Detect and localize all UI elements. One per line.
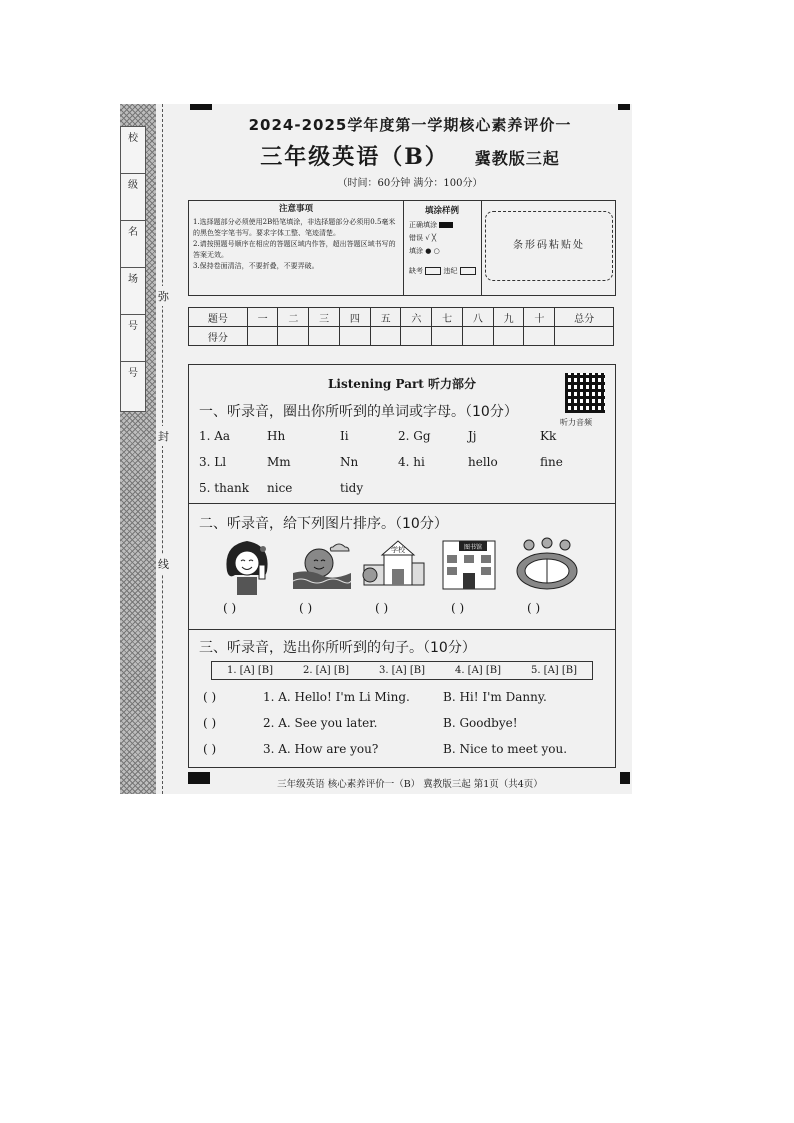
order-answer-blank[interactable]: ( ) <box>375 601 389 615</box>
listening-part <box>188 364 616 768</box>
qr-caption: 听力音频 <box>560 418 592 427</box>
seal-word: 弥 <box>158 286 169 306</box>
fill-sample-section <box>403 201 482 295</box>
notice-item: 1.选择题部分必须使用2B铅笔填涂，非选择题部分必须用0.5毫米的黑色签字笔书写。要求字体工整、笔迹清楚。 <box>193 218 396 237</box>
notice-item: 2.请按照题号顺序在相应的答题区域内作答，超出答题区域书写的答案无效。 <box>193 240 396 259</box>
registration-mark <box>618 104 630 110</box>
word-option: 2. Gg <box>398 429 431 443</box>
word-option: Hh <box>267 429 286 443</box>
score-table <box>188 307 614 346</box>
subject-title: 三年级英语（B） <box>260 144 449 170</box>
answer-bubble-bar <box>211 661 593 680</box>
word-option: 5. thank <box>199 481 249 495</box>
exam-series-title: 2024-2025学年度第一学期核心素养评价一 <box>248 116 572 134</box>
sports-field-icon <box>515 535 579 597</box>
option-a: 3. A. How are you? <box>263 742 379 756</box>
page-footer: 三年级英语 核心素养评价一（B） 冀教版三起 第1页（共4页） <box>277 779 543 790</box>
svg-text:图书馆: 图书馆 <box>463 544 483 551</box>
fill-sample-title: 填涂样例 <box>424 206 459 216</box>
answer-blank[interactable]: ( ) <box>203 742 217 756</box>
registration-mark <box>190 104 212 110</box>
order-answer-blank[interactable]: ( ) <box>451 601 465 615</box>
option-a: 1. A. Hello! I'm Li Ming. <box>263 690 410 704</box>
notice-section <box>189 201 404 295</box>
word-option: 4. hi <box>398 455 425 469</box>
section3-title: 三、听录音，选出你所听到的句子。（10分） <box>199 640 476 656</box>
notice-item: 3.保持卷面清洁，不要折叠，不要弄破。 <box>193 262 319 270</box>
answer-bubble[interactable]: 4. [A] [B] <box>454 665 502 676</box>
answer-bubble[interactable]: 3. [A] [B] <box>378 665 426 676</box>
answer-blank[interactable]: ( ) <box>203 716 217 730</box>
absent-box[interactable] <box>425 267 441 275</box>
notice-title: 注意事项 <box>278 204 313 214</box>
girl-waving-icon <box>215 535 279 597</box>
notice-box <box>188 200 616 296</box>
time-info: （时间：60分钟 满分：100分） <box>337 178 483 189</box>
binding-margin <box>120 104 156 794</box>
word-option: 3. Ll <box>199 455 227 469</box>
scanned-exam-page <box>120 104 632 794</box>
absent-row: 缺考 违纪 <box>409 266 475 276</box>
score-value-row: 得分 <box>189 327 614 346</box>
option-b: B. Goodbye! <box>443 716 518 730</box>
word-option: tidy <box>340 481 364 495</box>
filled-box-icon <box>439 222 453 228</box>
barcode-area: 条形码粘贴处 <box>485 211 613 281</box>
word-option: nice <box>267 481 293 495</box>
word-option: Nn <box>340 455 359 469</box>
answer-bubble[interactable]: 1. [A] [B] <box>226 665 274 676</box>
order-answer-blank[interactable]: ( ) <box>527 601 541 615</box>
word-option: hello <box>468 455 498 469</box>
option-b: B. Hi! I'm Danny. <box>443 690 547 704</box>
word-option: Ii <box>340 429 349 443</box>
word-option: Mm <box>267 455 291 469</box>
violation-box[interactable] <box>460 267 476 275</box>
wrong-fill-row: 填涂 ● ○ <box>409 247 440 255</box>
seal-word: 封 <box>158 426 169 446</box>
answer-bubble[interactable]: 5. [A] [B] <box>530 665 578 676</box>
strip-cell: 校 <box>121 127 145 174</box>
school-building-icon <box>362 535 426 597</box>
answer-blank[interactable]: ( ) <box>203 690 217 704</box>
section-divider <box>189 629 615 630</box>
seal-word: 线 <box>158 554 169 574</box>
part-title: Listening Part 听力部分 <box>327 377 477 391</box>
strip-cell: 场 <box>121 268 145 315</box>
section-divider <box>189 503 615 504</box>
exam-title <box>190 140 630 171</box>
sun-rising-icon <box>289 535 353 597</box>
section2-title: 二、听录音，给下列图片排序。（10分） <box>199 516 448 532</box>
word-option: 1. Aa <box>199 429 231 443</box>
library-building-icon <box>437 535 501 597</box>
word-option: fine <box>540 455 563 469</box>
order-answer-blank[interactable]: ( ) <box>299 601 313 615</box>
option-a: 2. A. See you later. <box>263 716 378 730</box>
answer-bubble[interactable]: 2. [A] [B] <box>302 665 350 676</box>
student-info-strip <box>120 126 146 412</box>
strip-cell: 级 <box>121 174 145 221</box>
score-header-row: 题号 一 二 三 四 五 六 七 八 九 十 总分 <box>189 308 614 327</box>
strip-cell: 号 <box>128 368 138 379</box>
word-option: Jj <box>468 429 477 443</box>
word-option: Kk <box>540 429 557 443</box>
strip-cell: 号 <box>121 315 145 362</box>
edition-label: 冀教版三起 <box>474 149 560 168</box>
option-b: B. Nice to meet you. <box>443 742 568 756</box>
section1-title: 一、听录音，圈出你所听到的单词或字母。（10分） <box>199 404 518 420</box>
svg-text:学校: 学校 <box>391 546 405 554</box>
qr-code-icon <box>565 373 605 413</box>
correct-fill-row: 正确填涂 <box>409 220 475 230</box>
wrong-fill-row: 错误 √ ╳ <box>409 234 437 242</box>
order-answer-blank[interactable]: ( ) <box>223 601 237 615</box>
seal-dashed-line <box>162 104 163 794</box>
strip-cell: 名 <box>121 221 145 268</box>
